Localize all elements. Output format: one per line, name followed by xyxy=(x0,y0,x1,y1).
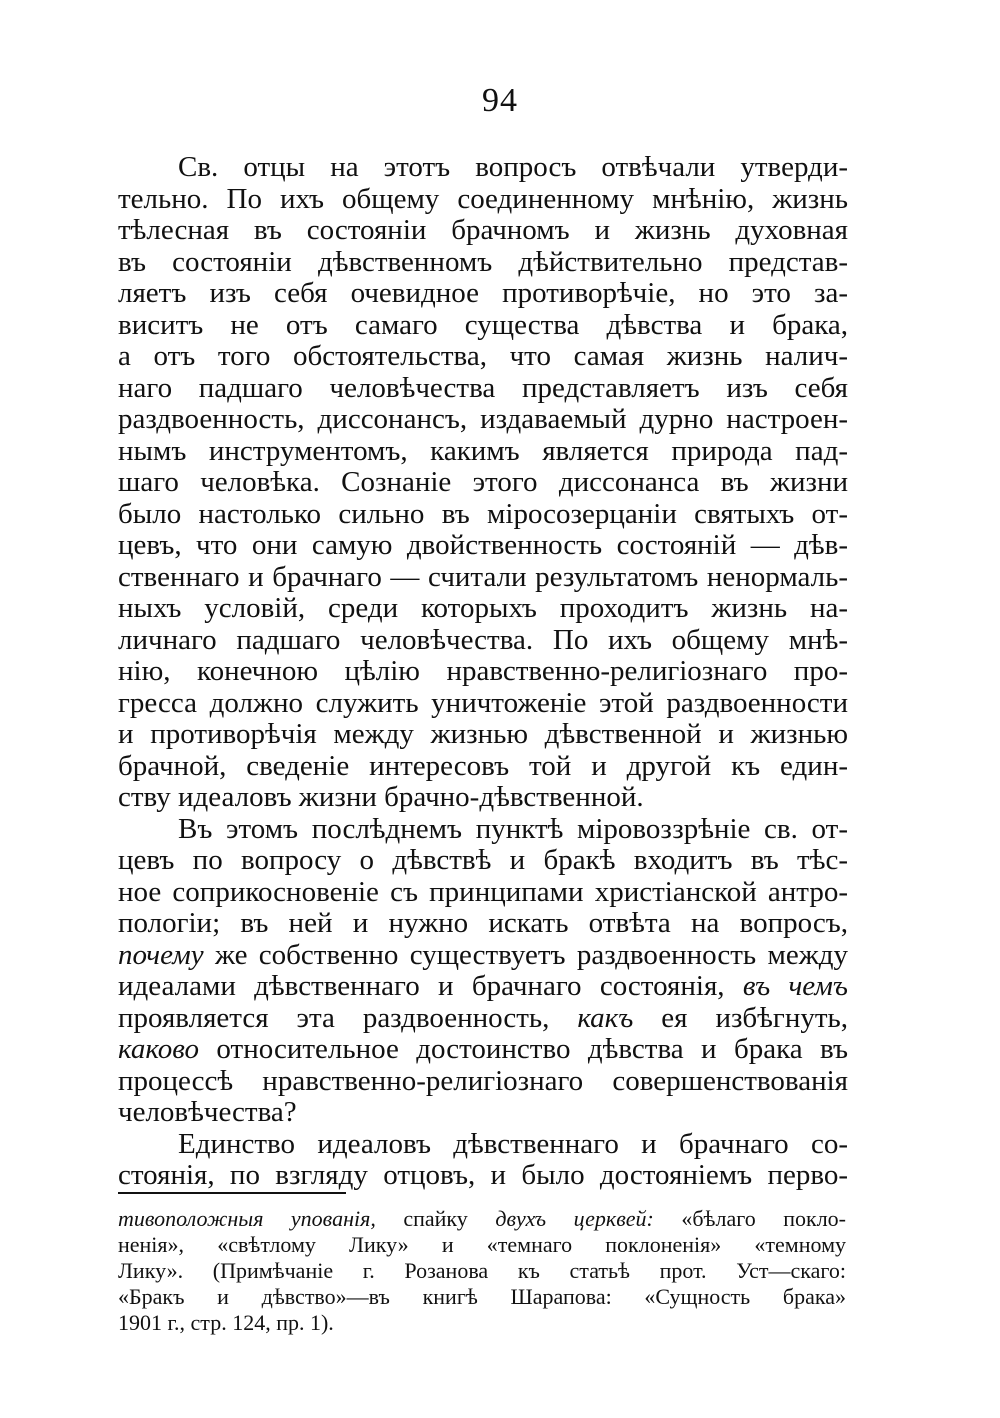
text-line: тельно. По ихъ общему соединенному мнѣнію, жизнь xyxy=(118,182,848,215)
text-line: стоянія, по взгляду отцовъ, и было достояніемъ перво- xyxy=(118,1159,848,1191)
text-line: ное соприкосновеніе съ принципами христіанской антро- xyxy=(118,875,848,908)
text-line: ству идеаловъ жизни брачно-дѣвственной. xyxy=(118,781,644,813)
text-line: раздвоенность, диссонансъ, издаваемый дурно настроен- xyxy=(118,403,848,435)
text-run: спайку xyxy=(375,1206,496,1231)
footnote-line: 1901 г., стр. 124, пр. 1). xyxy=(118,1310,334,1335)
italic-text: какъ xyxy=(577,1001,634,1034)
text-line: цевъ, что они самую двойственность состояній — дѣв- xyxy=(118,529,848,561)
text-line: человѣчества? xyxy=(118,1096,297,1128)
text-run: «бѣлаго покло- xyxy=(653,1206,846,1231)
text-run: относительное достоинство дѣвства и брака въ xyxy=(199,1033,848,1065)
text-run: же собственно существуетъ раздвоенность между xyxy=(203,938,848,971)
footnote-line: Лику». (Примѣчаніе г. Розанова къ статьѣ прот. Уст—скаго: xyxy=(118,1258,846,1283)
italic-text: почему xyxy=(118,938,204,971)
main-text xyxy=(118,152,848,1192)
text-line: виситъ не отъ самаго существа дѣвства и брака, xyxy=(118,308,848,341)
text-line: а отъ того обстоятельства, что самая жизнь налич- xyxy=(118,340,848,372)
footnote-line: ненія», «свѣтлому Лику» и «темнаго поклоненія» «темному xyxy=(118,1232,846,1257)
text-line: шаго человѣка. Сознаніе этого диссонанса въ жизни xyxy=(118,466,848,498)
text-line: и противорѣчія между жизнью дѣвственной и жизнью xyxy=(118,718,848,750)
text-run: проявляется эта раздвоенность, xyxy=(118,1001,578,1034)
text-line: ныхъ условій, среди которыхъ проходитъ жизнь на- xyxy=(118,592,848,624)
text-line: ственнаго и брачнаго — считали результатомъ ненормаль- xyxy=(118,560,848,593)
footnote-divider xyxy=(118,1192,346,1194)
paragraph-3 xyxy=(118,1129,848,1192)
italic-text: тивоположныя упованія, xyxy=(118,1206,376,1231)
page-number: 94 xyxy=(482,82,518,119)
italic-text: въ чемъ xyxy=(742,970,848,1002)
text-line: Въ этомъ послѣднемъ пунктѣ міровоззрѣніе св. от- xyxy=(178,812,848,845)
text-line: Св. отцы на этотъ вопросъ отвѣчали утверди- xyxy=(178,151,848,183)
footnote-line: «Бракъ и дѣвство»—въ книгѣ Шарапова: «Сущность брака» xyxy=(118,1284,846,1309)
text-line xyxy=(118,940,848,972)
text-line: гресса должно служить уничтоженіе этой раздвоенности xyxy=(118,686,848,719)
text-line xyxy=(118,1034,848,1066)
text-line: нымъ инструментомъ, какимъ является природа пад- xyxy=(118,434,848,467)
text-line xyxy=(118,1003,848,1035)
text-line: Единство идеаловъ дѣвственнаго и брачнаго со- xyxy=(178,1127,848,1160)
text-line: цевъ по вопросу о дѣвствѣ и бракѣ входитъ въ тѣс- xyxy=(118,844,848,876)
text-line: процессѣ нравственно-религіознаго совершенствованія xyxy=(118,1064,848,1097)
text-line: личнаго падшаго человѣчества. По ихъ общему мнѣ- xyxy=(118,623,848,656)
text-line: наго падшаго человѣчества представляетъ изъ себя xyxy=(118,371,848,404)
italic-text: каково xyxy=(118,1033,200,1065)
text-line: было настолько сильно въ міросозерцаніи святыхъ от- xyxy=(118,497,848,530)
paragraph-1 xyxy=(118,152,848,814)
paragraph-2 xyxy=(118,814,848,1129)
text-line: тѣлесная въ состояніи брачномъ и жизнь духовная xyxy=(118,214,848,246)
text-line: нію, конечною цѣлію нравственно-религіознаго про- xyxy=(118,655,848,687)
italic-text: двухъ церквей: xyxy=(495,1206,654,1231)
text-line: въ состояніи дѣвственномъ дѣйствительно представ- xyxy=(118,245,848,278)
text-line: пологіи; въ ней и нужно искать отвѣта на вопросъ, xyxy=(118,907,848,939)
text-line: брачной, сведеніе интересовъ той и другой къ един- xyxy=(118,749,848,782)
text-run: ея избѣгнуть, xyxy=(633,1001,848,1034)
text-line xyxy=(118,971,848,1003)
footnote-line xyxy=(118,1206,846,1232)
text-line: ляетъ изъ себя очевидное противорѣчіе, но это за- xyxy=(118,277,848,309)
footnote xyxy=(118,1206,846,1336)
text-run: идеалами дѣвственнаго и брачнаго состоянія, xyxy=(118,970,743,1002)
